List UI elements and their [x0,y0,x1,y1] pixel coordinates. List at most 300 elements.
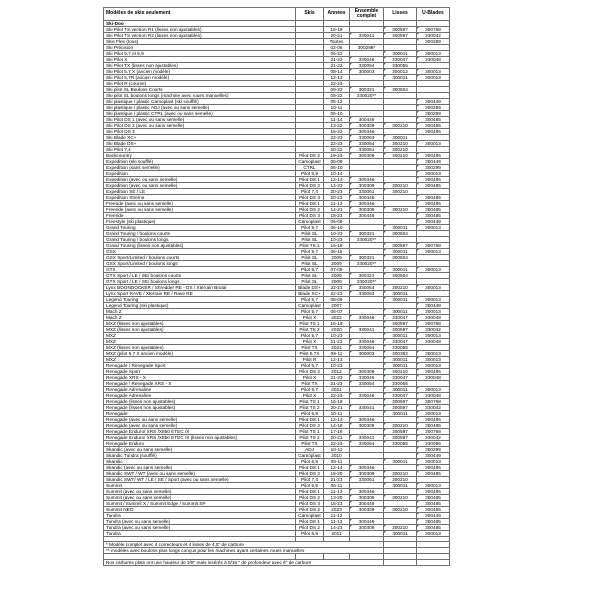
cell-ensemble: 300446 [350,117,384,123]
cell-ski: Pilot DS 1 [296,465,324,471]
cell-lisses: 300504 [384,255,417,261]
cell-model: Summit NEO [104,507,296,513]
cell-ski: Pilot SL [296,279,324,285]
cell-ensemble: 330046 [350,339,384,345]
cell-lisses: 300210 [384,369,417,375]
cell-lisses: 300210 [384,285,417,291]
cell-ublades: 300013 [417,387,450,393]
cell-lisses: 300210 [384,189,417,195]
cell-ski: Pilot 5,7 [296,267,324,273]
cell-ski: Pilot TS 2 [296,405,324,411]
cell-ski: Pilot TX [296,441,324,447]
cell-model: Ski Pilot DS 3 [104,129,296,135]
column-header-models: Modèles de skis seulement [104,8,296,21]
column-header-ensemble-complet: Ensemble complet [350,8,384,21]
cell-years: 16-19 [324,399,350,405]
cell-ublades: 300485 [417,129,450,135]
cell-lisses: 330047 [384,315,417,321]
cell-years: Toutes [324,39,350,45]
cell-model: MXZ [104,339,296,345]
cell-model: Freestyle (ski plastique) [104,219,296,225]
cell-lisses: 300011 [384,411,417,417]
cell-lisses: 300011 [384,297,417,303]
cell-years: 10-23 [324,333,350,339]
footnote-text: Nos carbures plats ont une hauteur de 3/8" mais insérés à 5/16 " de profondeur avec 6" de carbure [104,559,384,565]
cell-ski: Pilot 5,7 [296,387,324,393]
cell-ensemble: 330020** [350,93,384,99]
cell-lisses: 300210 [384,471,417,477]
column-header-u-blades: U-Blades [417,8,450,21]
cell-ensemble: 300309 [350,507,384,513]
cell-years: 16-19 [324,321,350,327]
cell-years: 21-22 [324,63,350,69]
cell-lisses: 330055 [384,345,417,351]
ski-compatibility-table [103,7,450,566]
cell-model: Legend Touring [104,297,296,303]
cell-ublades: 300299 [417,105,450,111]
cell-ensemble: 330063 [350,135,384,141]
cell-lisses: 300210 [384,477,417,483]
cell-lisses: 330055 [384,441,417,447]
cell-ensemble: 300446 [350,417,384,423]
cell-ublades: 300768 [417,399,450,405]
cell-lisses: 330055 [384,63,417,69]
cell-ublades: 330048 [417,393,450,399]
cell-ski: Pilot TS 2 [296,435,324,441]
cell-ublades: 300768 [417,429,450,435]
cell-lisses: 300504 [384,231,417,237]
cell-model: Skandic Tundra (soufflé) [104,453,296,459]
cell-ensemble: 300446 [350,465,384,471]
cell-years: 17-19 [324,429,350,435]
cell-ublades: 300299 [417,111,450,117]
cell-years: 20-21 [324,33,350,39]
cell-lisses: 300382 [384,351,417,357]
cell-ski: Pilot DS 3 [296,501,324,507]
cell-years: 11-12 [324,513,350,519]
cell-model: Expedition (avec ou sans semelle) [104,183,296,189]
cell-ensemble: 300309 [350,123,384,129]
cell-model: Ski Pilot TS version R1 (lisses non ajustables) [104,27,296,33]
cell-ski: Pilot 6,9 [296,171,324,177]
cell-ski: Pilot DS 2 [296,471,324,477]
cell-model: Expedition (avec ou sans semelle) [104,177,296,183]
cell-ublades: 300013 [417,171,450,177]
cell-model: MXZ (lisses non ajustables) [104,321,296,327]
cell-model: MXZ [104,357,296,363]
cell-model: Backcountry [104,153,296,159]
cell-years: 20-23 [324,189,350,195]
cell-ski: Pilot 5,7 [296,333,324,339]
cell-years: 16-19 [324,27,350,33]
cell-model: Ski plastique / plastic Camoplast (ski soufflé) [104,99,296,105]
cell-ski: Pilot 5,7 [296,225,324,231]
table-header [104,8,450,21]
cell-ublades: 300485 [417,201,450,207]
cell-lisses: 300597 [384,33,417,39]
cell-lisses: 300011 [384,357,417,363]
cell-model: Legend Touring (ski plastique) [104,303,296,309]
cell-years: 05-12 [324,99,350,105]
cell-ensemble: 330041 [350,33,384,39]
cell-lisses: 300011 [384,483,417,489]
cell-ensemble: 330020** [350,261,384,267]
cell-lisses: 300210 [384,153,417,159]
cell-ensemble: 330046 [350,375,384,381]
cell-years: 08-14 [324,69,350,75]
cell-years: 15-23 [324,501,350,507]
cell-ski: Pilot DS 2 [296,153,324,159]
cell-years: 12-13 [324,357,350,363]
cell-ski: Pilot TX [296,345,324,351]
cell-ensemble: 300003 [350,69,384,75]
cell-ensemble: 300298* [350,45,384,51]
cell-years: 06-10 [324,111,350,117]
footnote-text: * Modèle complet avec 4 correcteurs et 4 lisses de 4,5" de carbure [104,542,384,548]
cell-ublades: 300013 [417,531,450,537]
cell-ski: Pilot 6,9 [296,411,324,417]
cell-ublades: 300485 [417,417,450,423]
cell-model: Lynx BOONDOCKER / Shredder RE - DS / Xterrain Brutal [104,285,296,291]
cell-ublades: 300485 [417,153,450,159]
cell-model: Ski Précision [104,45,296,51]
cell-ensemble: 300321 [350,255,384,261]
cell-lisses: 300011 [384,75,417,81]
cell-lisses: 300011 [384,387,417,393]
cell-ski: Pilot 7,4 [296,477,324,483]
cell-ensemble: 300309 [350,369,384,375]
cell-years: 21-23 [324,339,350,345]
cell-years: 21-23 [324,381,350,387]
cell-ublades: 300449 [417,303,450,309]
cell-ensemble: 330054 [350,441,384,447]
cell-ski: Camoplast [296,453,324,459]
cell-ski: Pilot SL [296,231,324,237]
cell-ublades: 300013 [417,75,450,81]
cell-ski: Pilot SL [296,261,324,267]
cell-years: 22-23 [324,81,350,87]
cell-ublades: 300485 [417,177,450,183]
cell-ublades: 300013 [417,357,450,363]
cell-ensemble: 300309 [350,207,384,213]
cell-ublades: 300485 [417,369,450,375]
cell-model: Renegade / Renegade Sport [104,363,296,369]
cell-years: 13-20 [324,495,350,501]
cell-years: 22-23 [324,441,350,447]
cell-ski: Pilot 5,7 [296,363,324,369]
cell-lisses: 300597 [384,327,417,333]
cell-ski: Pilot DS 2 [296,507,324,513]
cell-ski: Pilot R [296,357,324,363]
cell-years: 2007 [324,303,350,309]
cell-years: 21-22 [324,57,350,63]
footnote-row-3 [104,559,450,565]
cell-years: 11-13 [324,519,350,525]
cell-lisses: 300011 [384,249,417,255]
cell-ski: Pilot SL [296,255,324,261]
cell-years: 13-22 [324,123,350,129]
cell-lisses: 300012 [384,69,417,75]
cell-model: Grand Touring [104,225,296,231]
cell-years: 09-11 [324,459,350,465]
cell-years: 10-23 [324,363,350,369]
cell-model: Skandic SWT / WT (avec ou sans semelle) [104,471,296,477]
cell-lisses: 330047 [384,57,417,63]
cell-ski: Pilot DS 2 [296,495,324,501]
cell-years: 10-14 [324,171,350,177]
cell-years: 20-21 [324,405,350,411]
spreadsheet-page [103,7,450,566]
cell-model: Renegade (lisses non ajustables) [104,405,296,411]
cell-ski: Pilot DS 3 [296,195,324,201]
cell-model: Renegade Enduro/ XRS /X850 ETEC /X [104,429,296,435]
cell-ski: Pilot DS 1 [296,177,324,183]
cell-lisses: 300011 [384,225,417,231]
cell-years: 11-13 [324,201,350,207]
cell-ensemble: 300309 [350,153,384,159]
cell-model: Ski Pilot TS version R2 (lisses non ajustables) [104,33,296,39]
cell-lisses: 300597 [384,435,417,441]
cell-ski: Pilot X [296,375,324,381]
cell-years: 11-13 [324,489,350,495]
cell-model: MXZ (lisses non ajustables) [104,327,296,333]
cell-ski: Pilot DS 2 [296,207,324,213]
cell-years: 10-11 [324,411,350,417]
cell-model: Summit [104,483,296,489]
cell-ensemble: 300309 [350,471,384,477]
cell-ublades: 330048 [417,375,450,381]
cell-lisses: 330047 [384,393,417,399]
cell-model: MXZ (pilot 5,7 X ancien modèle) [104,351,296,357]
cell-ski: Pilot X [296,339,324,345]
cell-ski: Pilot TS 1 [296,429,324,435]
cell-lisses: 300011 [384,363,417,369]
cell-model: Tundra [104,531,296,537]
cell-lisses: 300504 [384,273,417,279]
cell-ensemble: 330061 [350,147,384,153]
cell-ensemble: 300446 [350,501,384,507]
cell-ski: Blade DS+ [296,285,324,291]
cell-years: 08-09 [324,297,350,303]
cell-ensemble: 300309 [350,183,384,189]
cell-years: 20-21 [324,435,350,441]
cell-ublades: 300013 [417,141,450,147]
cell-ublades: 300485 [417,207,450,213]
cell-lisses: 330047 [384,375,417,381]
cell-lisses: 300210 [384,147,417,153]
cell-ublades: 330056 [417,441,450,447]
cell-lisses: 300210 [384,123,417,129]
header-row [104,8,450,21]
column-header-skis: Skis [296,8,324,21]
cell-ensemble: 300446 [350,519,384,525]
cell-years: 2009 [324,279,350,285]
cell-ublades: 300013 [417,69,450,75]
empty-cell [417,559,450,565]
cell-model: Expedition (ski soufflé) [104,159,296,165]
cell-lisses: 330055 [384,381,417,387]
cell-ublades: 300013 [417,483,450,489]
cell-model: Renegade XRS - X [104,375,296,381]
cell-ublades: 300299 [417,39,450,45]
cell-ensemble: 300321 [350,273,384,279]
cell-model: Renegade (avec ou sans semelle) [104,423,296,429]
cell-ensemble: 330063 [350,291,384,297]
cell-ski: Pilot 6,9 [296,483,324,489]
cell-lisses: 300210 [384,207,417,213]
cell-ublades: 300013 [417,333,450,339]
cell-ublades: 300485 [417,465,450,471]
cell-years: 2023 [324,507,350,513]
cell-ublades: 300299 [417,447,450,453]
cell-ski: Pilot 5,7X [296,351,324,357]
cell-ublades: 300013 [417,459,450,465]
cell-lisses: 300011 [384,309,417,315]
cell-years: 11-14 [324,117,350,123]
cell-years: 07-09 [324,267,350,273]
cell-years: 12-13 [324,75,350,81]
cell-lisses: 300597 [384,405,417,411]
cell-model: GTX Sport / LE / SE/ boulons courts [104,273,296,279]
cell-model: Renegade Sport [104,369,296,375]
cell-ensemble: 330020** [350,237,384,243]
cell-ublades: 300485 [417,507,450,513]
cell-ski: Pilot 5,7 [296,249,324,255]
cell-years: 12-13 [324,177,350,183]
cell-years: 22-23 [324,291,350,297]
cell-model: GSX [104,249,296,255]
cell-model: Renegade / Renegade XRS - X [104,381,296,387]
cell-model: Ski Blade XC+ [104,135,296,141]
cell-ski: CTRL [296,165,324,171]
cell-ski: Pilot 5,7 [296,309,324,315]
cell-ensemble: 330064 [350,285,384,291]
cell-model: Renegade [104,411,296,417]
cell-lisses: 300210 [384,141,417,147]
cell-years: 16-18 [324,243,350,249]
cell-ublades: 300485 [417,525,450,531]
cell-ensemble: 300446 [350,129,384,135]
cell-ublades: 330042 [417,327,450,333]
cell-model: Ski Blade DS+ [104,141,296,147]
cell-ublades: 300013 [417,249,450,255]
cell-ublades: 300013 [417,285,450,291]
cell-model: Ski plastique / plastic CTRL (avec ou sans semelle) [104,111,296,117]
cell-lisses: 300597 [384,243,417,249]
cell-model: Expedition Xtreme [104,195,296,201]
cell-ensemble: 300446 [350,201,384,207]
cell-model: Ski Pilot TX (lisses non ajustables) [104,63,296,69]
cell-ski: Camoplast [296,219,324,225]
cell-years: 10-23 [324,237,350,243]
cell-ublades: 300449 [417,159,450,165]
cell-lisses: 300011 [384,531,417,537]
cell-model: Mach Z [104,309,296,315]
cell-years: 14-23 [324,183,350,189]
cell-years: 15-22 [324,129,350,135]
cell-model: Freeride [104,213,296,219]
cell-years: 14-23 [324,525,350,531]
cell-ski: Pilot DS 2 [296,423,324,429]
cell-model: Renegade Enduro [104,441,296,447]
cell-lisses: 300011 [384,459,417,465]
cell-model: Freeride (avec ou sans semelle) [104,201,296,207]
cell-ublades: 300449 [417,453,450,459]
cell-ensemble: 330041 [350,435,384,441]
cell-ski: Pilot DS 2 [296,183,324,189]
cell-ski: Pilot 7,4 [296,189,324,195]
cell-model: Ski Pilot 5,7R (ancien modèle) [104,75,296,81]
cell-ski: Pilot TS 2 [296,327,324,333]
cell-ensemble: 330046 [350,393,384,399]
cell-ublades: 300449 [417,513,450,519]
cell-ublades: 300013 [417,363,450,369]
cell-model: Ski pilot SL boulons longs (machine avec roues manuelles) [104,93,296,99]
cell-model: Renegade Adrenaline [104,393,296,399]
cell-years: 20-23 [324,195,350,201]
cell-model: GTX [104,267,296,273]
cell-ensemble: 330054 [350,345,384,351]
cell-model: Grand Touring / boulons courts [104,231,296,237]
cell-model: Renegade (avec ou sans semelle) [104,417,296,423]
cell-lisses: 300597 [384,399,417,405]
cell-model: Expedition SE / LE [104,189,296,195]
cell-years: 19-23 [324,153,350,159]
cell-ublades: 300299 [417,165,450,171]
cell-years: 12-13 [324,417,350,423]
cell-model: Freeride (avec ou sans semelle) [104,207,296,213]
cell-ublades: 330048 [417,339,450,345]
cell-model: Ski Pilot 5,7 X (ancien modèle) [104,69,296,75]
cell-lisses: 300210 [384,183,417,189]
cell-model: Skandic (avec ou sans semelle) [104,465,296,471]
cell-years: 15-20 [324,471,350,477]
cell-ublades: 300485 [417,495,450,501]
cell-ski: Pilot DS 1 [296,519,324,525]
cell-years: 05-09 [324,159,350,165]
footnote-text: ** modèles avec boulons plus longs conçus pour les machines ayant certaines roues manuelles [104,548,384,554]
cell-ski: Pilot TS 1 [296,321,324,327]
cell-model: Summit / Summit X / Summit Edge / Summit SP [104,501,296,507]
cell-model: Expedition [104,171,296,177]
cell-years: 12-14 [324,465,350,471]
cell-ski: Pilot DS 1 [296,201,324,207]
cell-ublades: 300485 [417,213,450,219]
cell-model: GSX Sport/Limited / boulons courts [104,255,296,261]
column-header-lisses: Lisses [384,8,417,21]
cell-model: Mach Z [104,315,296,321]
cell-ski: Pilot X [296,393,324,399]
cell-lisses: 300210 [384,423,417,429]
cell-ublades: 300768 [417,321,450,327]
cell-ublades: 300013 [417,351,450,357]
cell-years: 06-11 [324,483,350,489]
cell-ublades: 330042 [417,33,450,39]
cell-model: Grand Touring / boulons longs [104,237,296,243]
cell-model: Renegade (lisses non ajustables) [104,399,296,405]
column-header-annees: Années [324,8,350,21]
cell-ensemble: 300446 [350,213,384,219]
cell-lisses: 300210 [384,495,417,501]
cell-lisses: 300011 [384,267,417,273]
cell-ensemble: 300446 [350,489,384,495]
cell-ublades: 300449 [417,219,450,225]
cell-model: MXZ [104,333,296,339]
cell-ski: Pilot DS 2 [296,369,324,375]
cell-model: Skandic [104,459,296,465]
cell-ublades: 300768 [417,27,450,33]
cell-ski: Camoplast [296,513,324,519]
